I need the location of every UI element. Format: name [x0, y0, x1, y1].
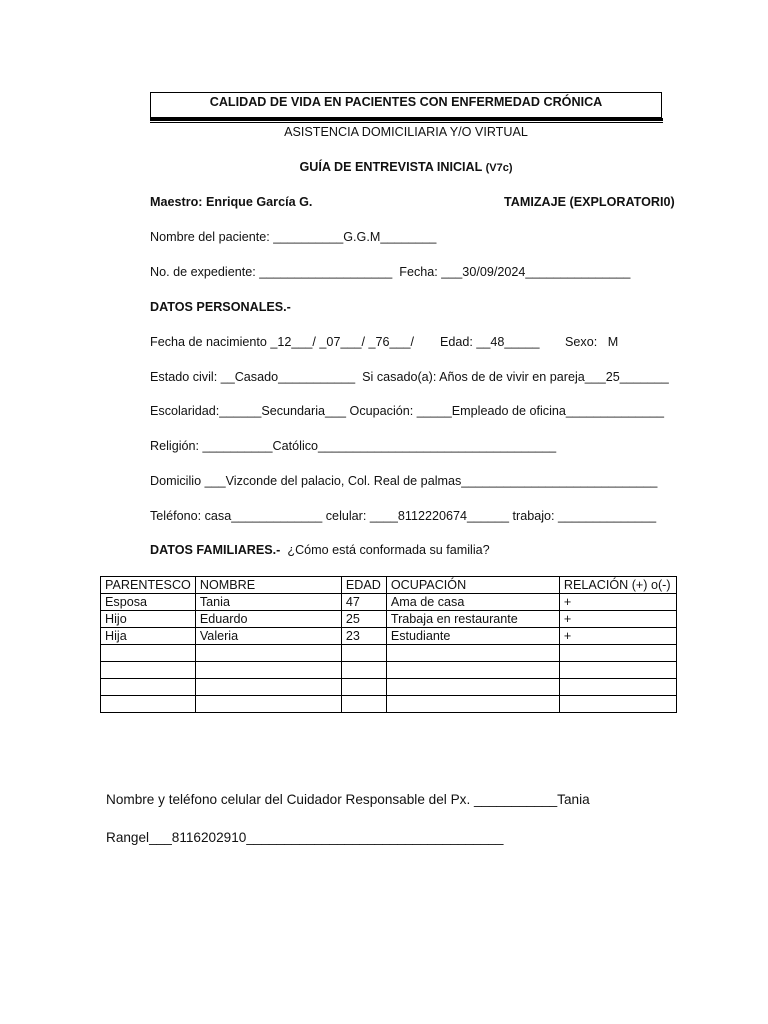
table-row-empty [101, 696, 677, 713]
maestro-line: Maestro: Enrique García G. [150, 195, 313, 209]
civil-status-field: Estado civil: __Casado___________ Si casado(a): Años de de vivir en pareja___25_______ [150, 370, 669, 384]
tamizaje-label: TAMIZAJE (EXPLORATORI0) [504, 195, 675, 209]
table-row [101, 594, 677, 611]
sex-field: Sexo: M [565, 335, 619, 349]
table-cell [195, 679, 341, 696]
table-cell: 25 [341, 611, 386, 628]
table-row-empty [101, 662, 677, 679]
table-row [101, 628, 677, 645]
table-cell: + [559, 611, 676, 628]
education-occupation-field: Escolaridad:______Secundaria___ Ocupación: _____Empleado de oficina______________ [150, 404, 664, 418]
title-rule-thick [150, 118, 663, 121]
guide-version: (V7c) [485, 162, 513, 174]
table-cell: Hija [101, 628, 196, 645]
document-title: CALIDAD DE VIDA EN PACIENTES CON ENFERMEDAD CRÓNICA [209, 95, 603, 109]
table-cell: Eduardo [195, 611, 341, 628]
table-cell: 47 [341, 594, 386, 611]
document-subtitle: ASISTENCIA DOMICILIARIA Y/O VIRTUAL [284, 125, 528, 139]
record-date-field: No. de expediente: ___________________ Fecha: ___30/09/2024_______________ [150, 265, 631, 279]
phone-field: Teléfono: casa_____________ celular: ____8112220674______ trabajo: ______________ [150, 509, 657, 523]
title-box [150, 92, 662, 118]
age-field: Edad: __48_____ [440, 335, 540, 349]
guide-heading [150, 160, 662, 174]
table-row-empty [101, 645, 677, 662]
religion-field: Religión: __________Católico__________________________________ [150, 439, 557, 453]
table-cell [559, 662, 676, 679]
guide-title: GUÍA DE ENTREVISTA INICIAL [299, 160, 486, 174]
table-cell [386, 662, 559, 679]
table-row-empty [101, 679, 677, 696]
table-header-cell: OCUPACIÓN [386, 577, 559, 594]
table-cell [195, 645, 341, 662]
caregiver-line-2: Rangel___8116202910__________________________________ [106, 830, 504, 845]
table-cell [386, 645, 559, 662]
table-cell [386, 696, 559, 713]
table-cell [101, 696, 196, 713]
table-cell [341, 679, 386, 696]
table-cell [101, 645, 196, 662]
table-cell [195, 696, 341, 713]
table-cell [559, 696, 676, 713]
table-cell: Hijo [101, 611, 196, 628]
table-cell: + [559, 594, 676, 611]
personal-data-heading: DATOS PERSONALES.- [150, 300, 291, 314]
birthdate-field: Fecha de nacimiento _12___/ _07___/ _76___/ [150, 335, 414, 349]
table-header-cell: EDAD [341, 577, 386, 594]
family-data-line [150, 543, 490, 557]
table-cell: Esposa [101, 594, 196, 611]
table-cell: Estudiante [386, 628, 559, 645]
caregiver-line-1: Nombre y teléfono celular del Cuidador Responsable del Px. ___________Tania [106, 792, 590, 807]
family-question: ¿Cómo está conformada su familia? [280, 543, 490, 557]
table-header-cell: NOMBRE [195, 577, 341, 594]
patient-name-field: Nombre del paciente: __________G.G.M________ [150, 230, 437, 244]
table-cell [386, 679, 559, 696]
table-cell: 23 [341, 628, 386, 645]
table-cell [341, 696, 386, 713]
title-rule-thin [150, 122, 663, 123]
table-cell [341, 645, 386, 662]
table-cell [559, 645, 676, 662]
table-header-row [101, 577, 677, 594]
family-table [100, 576, 677, 713]
table-cell: Ama de casa [386, 594, 559, 611]
table-cell [559, 679, 676, 696]
table-cell [101, 679, 196, 696]
table-cell: Valeria [195, 628, 341, 645]
table-cell: Tania [195, 594, 341, 611]
table-row [101, 611, 677, 628]
table-cell: + [559, 628, 676, 645]
table-cell: Trabaja en restaurante [386, 611, 559, 628]
family-data-heading: DATOS FAMILIARES.- [150, 543, 281, 557]
table-header-cell: PARENTESCO [101, 577, 196, 594]
table-cell [195, 662, 341, 679]
address-field: Domicilio ___Vizconde del palacio, Col. Real de palmas____________________________ [150, 474, 658, 488]
table-header-cell: RELACIÓN (+) o(-) [559, 577, 676, 594]
table-cell [341, 662, 386, 679]
table-cell [101, 662, 196, 679]
